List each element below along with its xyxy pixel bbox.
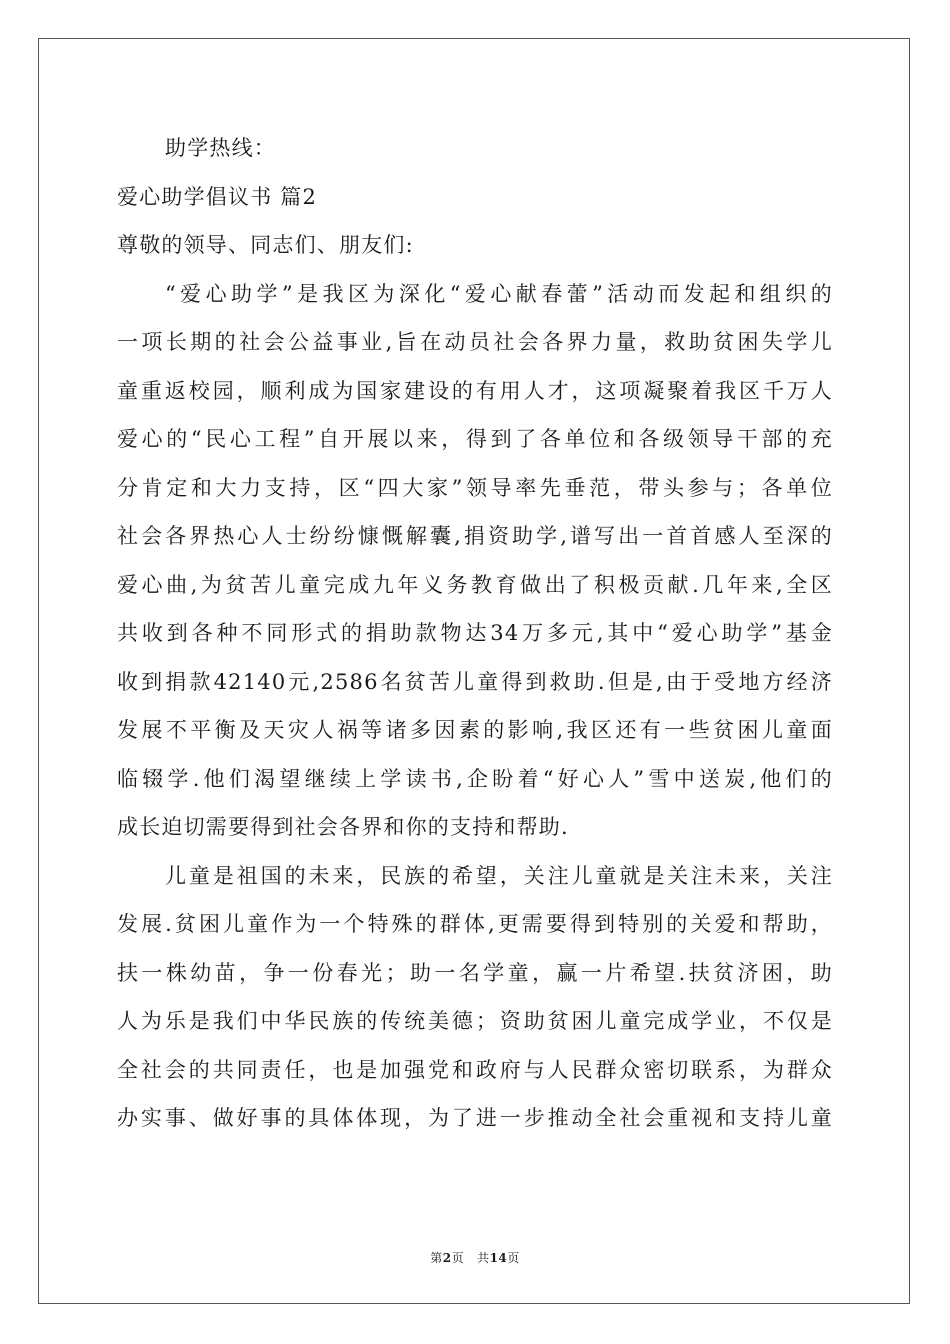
text-line: 收到捐款42140元,2586名贫苦儿童得到救助.但是,由于受地方经济 (117, 669, 833, 694)
footer-prefix: 第 (430, 1251, 443, 1265)
page-footer (0, 1249, 950, 1266)
footer-total-prefix: 共 (477, 1251, 490, 1265)
text-line: 童重返校园，顺利成为国家建设的有用人才，这项凝聚着我区千万人 (117, 378, 833, 403)
text-line: 爱心曲,为贫苦儿童完成九年义务教育做出了积极贡献.几年来,全区 (117, 572, 833, 597)
text-line: 一项长期的社会公益事业,旨在动员社会各界力量，救助贫困失学儿 (117, 330, 833, 354)
text-line: 尊敬的领导、同志们、朋友们: (117, 233, 414, 257)
footer-page-unit: 页 (451, 1251, 465, 1265)
text-line: “爱心助学”是我区为深化“爱心献春蕾”活动而发起和组织的 (165, 281, 833, 306)
text-line: 人为乐是我们中华民族的传统美德；资助贫困儿童完成学业，不仅是 (117, 1009, 833, 1033)
text-line: 临辍学.他们渴望继续上学读书,企盼着“好心人”雪中送炭,他们的 (117, 766, 833, 791)
text-line: 发展不平衡及天灾人祸等诸多因素的影响,我区还有一些贫困儿童面 (117, 718, 833, 742)
footer-total-unit: 页 (507, 1251, 520, 1265)
text-line: 爱心的“民心工程”自开展以来，得到了各单位和各级领导干部的充 (117, 427, 833, 451)
text-line: 成长迫切需要得到社会各界和你的支持和帮助. (117, 815, 569, 839)
text-line: 助学热线： (165, 136, 276, 160)
text-line: 分肯定和大力支持，区“四大家”领导率先垂范，带头参与；各单位 (117, 475, 833, 500)
document-body (117, 124, 833, 1143)
text-line: 共收到各种不同形式的捐助款物达34万多元,其中“爱心助学”基金 (117, 621, 833, 645)
text-line: 发展.贫困儿童作为一个特殊的群体,更需要得到特别的关爱和帮助， (117, 912, 833, 936)
text-line: 社会各界热心人士纷纷慷慨解囊,捐资助学,谱写出一首首感人至深的 (117, 524, 833, 548)
footer-total-pages: 14 (489, 1251, 508, 1265)
text-line: 爱心助学倡议书 篇2 (117, 184, 318, 209)
text-line: 全社会的共同责任，也是加强党和政府与人民群众密切联系，为群众 (117, 1057, 833, 1082)
footer-page-number: 2 (442, 1251, 452, 1265)
text-line: 办实事、做好事的具体体现，为了进一步推动全社会重视和支持儿童 (117, 1106, 833, 1130)
text-line: 扶一株幼苗，争一份春光；助一名学童，赢一片希望.扶贫济困，助 (117, 960, 833, 985)
text-line: 儿童是祖国的未来，民族的希望，关注儿童就是关注未来，关注 (165, 863, 833, 888)
